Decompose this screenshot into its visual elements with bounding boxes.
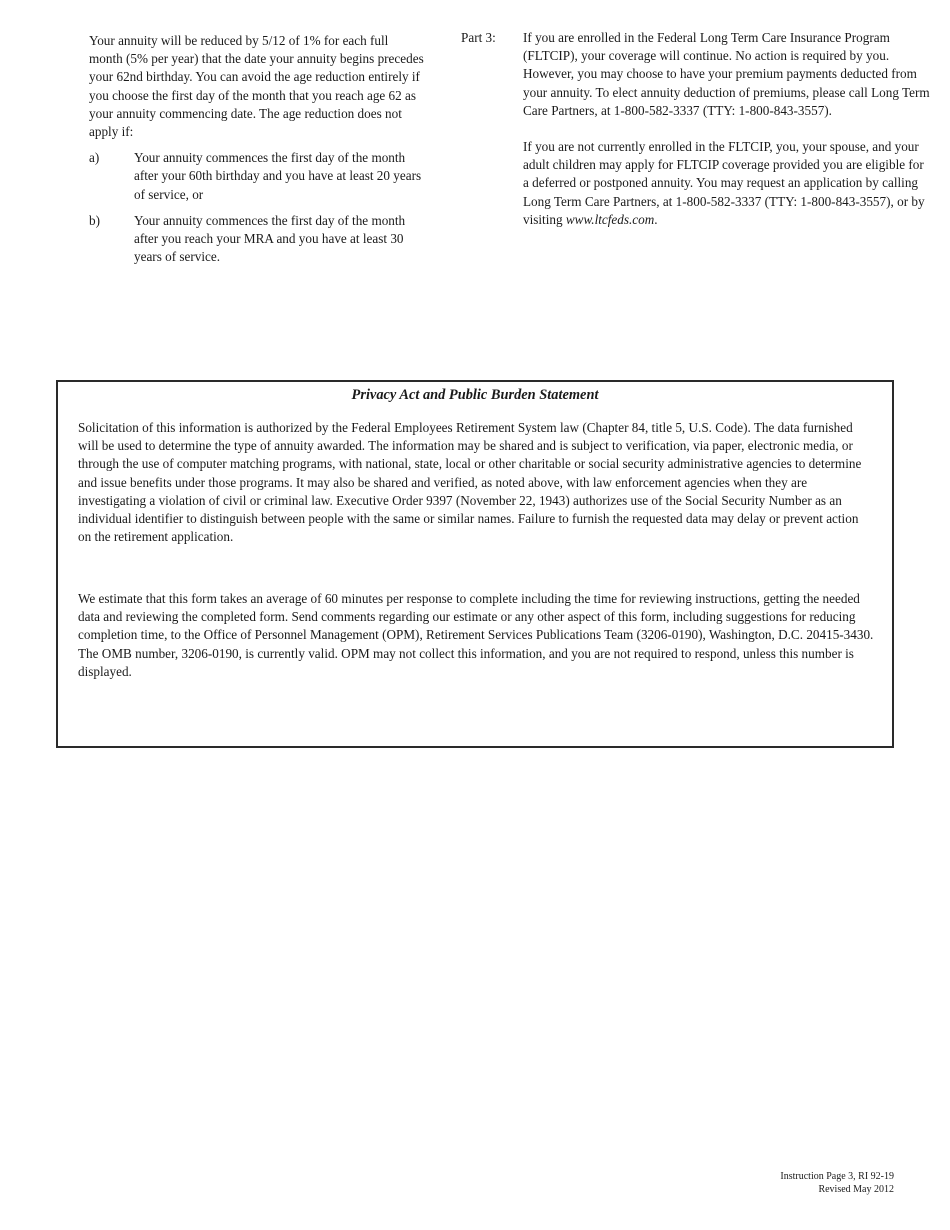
list-item: [89, 149, 425, 204]
burden-paragraph: We estimate that this form takes an average of 60 minutes per response to complete including the time for reviewing instructions, getting the needed data and reviewing the completed form. Send comments regarding our estimate or any other aspect of this form, including suggestions for reducing completion time, to the Office of Personnel Management (OPM), Retirement Services Publications Team (3206-0190), Washington, D.C. 20415-3430. The OMB number, 3206-0190, is currently valid. OPM may not collect this information, and you are not required to respond, unless this number is displayed.: [78, 591, 874, 679]
part3-label: Part 3:: [461, 30, 496, 45]
age-reduction-intro: Your annuity will be reduced by 5/12 of 1% for each full month (5% per year) that the date your annuity begins precedes your 62nd birthday. You can avoid the age reduction entirely if you choose the first day of the month that you reach age 62 as your annuity commencing date. The age reduction does not apply if:: [89, 33, 424, 140]
page-footer: [780, 1170, 894, 1196]
privacy-paragraph: Solicitation of this information is authorized by the Federal Employees Retirement System law (Chapter 84, title 5, U.S. Code). The data furnished will be used to determine the type of annuity awarded. The information may be shared and is subject to verification, via paper, electronic media, or through the use of computer matching programs, with national, state, local or other charitable or social security administrative agencies to determine and issue benefits under those programs. It may also be shared and verified, as noted above, with law enforcement agencies when they are investigating a violation of civil or criminal law. Executive Order 9397 (November 22, 1943) authorizes use of the Social Security Number as an individual identifier to distinguish between people with the same or similar names. Failure to furnish the requested data may delay or prevent action on the retirement application.: [78, 420, 862, 545]
part3-paragraph-text: If you are not currently enrolled in the FLTCIP, you, your spouse, and your adult children may apply for FLTCIP coverage provided you are eligible for a deferred or postponed annuity. You may request an application by calling Long Term Care Partners, at 1-800-582-3337 (TTY: 1-800-843-3557), or by visiting: [523, 139, 925, 227]
list-item-marker: b): [89, 212, 100, 228]
part3-body: [523, 29, 931, 229]
footer-page-reference: Instruction Page 3, RI 92-19: [780, 1171, 894, 1182]
part3-section: [461, 29, 931, 229]
footer-revision-date: Revised May 2012: [818, 1184, 894, 1195]
privacy-statement-box: [56, 380, 894, 748]
list-item-text: Your annuity commences the first day of the month after your 60th birthday and you have at least 20 years of service, or: [134, 150, 422, 202]
part3-paragraph-not-enrolled: [523, 138, 931, 229]
list-item-marker: a): [89, 150, 100, 166]
privacy-title: Privacy Act and Public Burden Statement: [351, 387, 599, 403]
part3-paragraph-end: .: [654, 211, 658, 227]
ltcfeds-link[interactable]: www.ltcfeds.com: [565, 211, 655, 227]
age-reduction-section: [89, 32, 425, 266]
part3-paragraph-enrolled: If you are enrolled in the Federal Long Term Care Insurance Program (FLTCIP), your coverage will continue. No action is required by you. However, you may choose to have your premium payments deducted from your annuity. To elect annuity deduction of premiums, please call Long Term Care Partners, at 1-800-582-3337 (TTY: 1-800-843-3557).: [523, 30, 930, 118]
list-item: [89, 212, 425, 267]
list-item-text: Your annuity commences the first day of the month after you reach your MRA and you have at least 30 years of service.: [134, 212, 406, 265]
